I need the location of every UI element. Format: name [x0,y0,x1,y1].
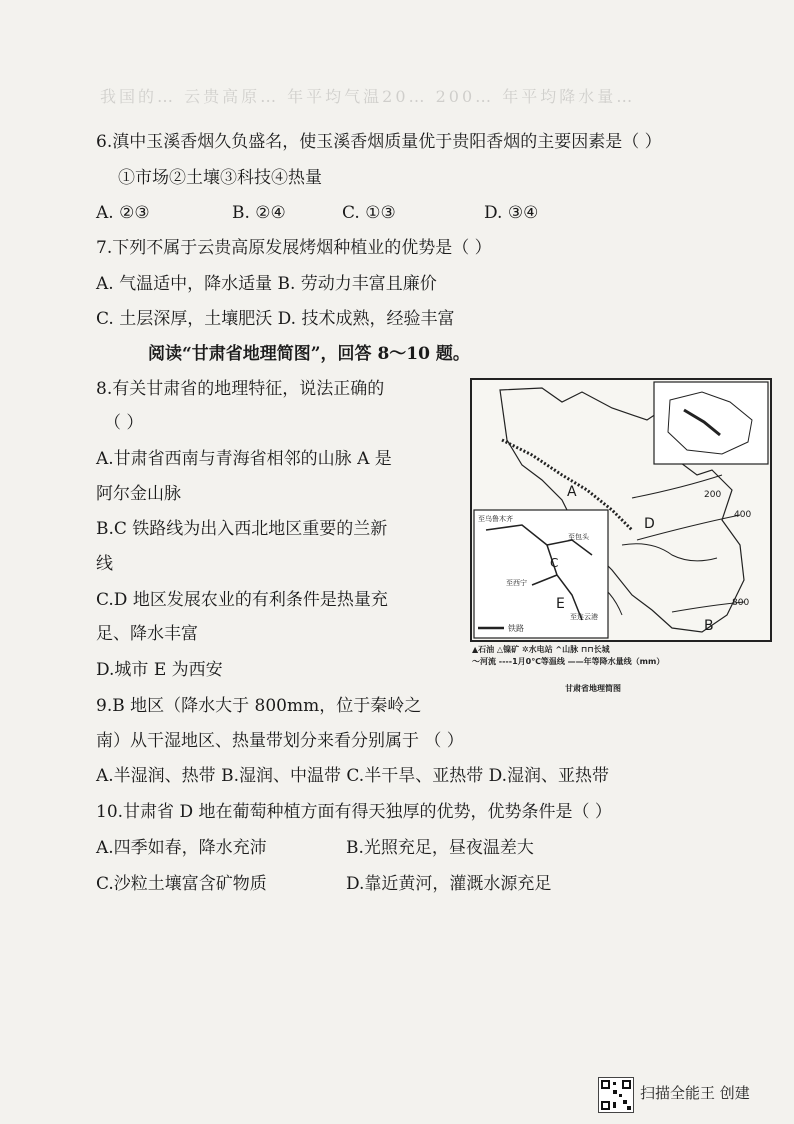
gansu-map-graphic [472,380,770,640]
q6-factors: ①市场②土壤③科技④热量 [118,168,322,188]
map-legend [472,644,772,668]
q8-stem-line2: （ ） [104,413,144,433]
q7-options-row2: C. 土层深厚，土壤肥沃 D. 技术成熟，经验丰富 [96,309,455,329]
map-isohyet-800: 800 [732,598,750,608]
q7-stem: 7.下列不属于云贵高原发展烤烟种植业的优势是（ ） [96,238,492,258]
map-isohyet-400: 400 [734,510,752,520]
bleed-through-text: 我国的… 云贵高原… 年平均气温20… 200… 年平均降水量… [100,87,636,106]
q8-option-a-line1: A.甘肃省西南与青海省相邻的山脉 A 是 [96,449,392,469]
q6-option-c: C. ①③ [342,203,396,223]
map-caption: 甘肃省地理简图 [565,684,621,693]
q8-option-d: D.城市 E 为西安 [96,660,223,680]
qr-code-icon [598,1077,634,1113]
scanner-watermark: 扫描全能王 创建 [640,1084,750,1102]
map-inset-rail-legend: 铁路 [508,624,524,633]
q10-option-c: C.沙粒土壤富含矿物质 [96,874,267,894]
q10-option-a: A.四季如春，降水充沛 [96,838,267,858]
gansu-map [470,378,772,642]
map-legend-line1: ▲石油 △镍矿 ✲水电站 ^山脉 ⊓⊓长城 [472,645,610,654]
map-label-c: C [550,556,559,570]
q10-option-d: D.靠近黄河，灌溉水源充足 [346,874,552,894]
q9-stem-line1: 9.B 地区（降水大于 800mm，位于秦岭之 [96,696,422,716]
map-label-a: A [567,484,577,500]
map-label-b: B [704,618,714,634]
q8-option-b-line2: 线 [96,554,113,574]
reading-instruction: 阅读“甘肃省地理简图”，回答 8～10 题。 [148,344,470,364]
q7-options-row1: A. 气温适中，降水适量 B. 劳动力丰富且廉价 [96,274,437,294]
q6-stem: 6.滇中玉溪香烟久负盛名，使玉溪香烟质量优于贵阳香烟的主要因素是（ ） [96,132,662,152]
map-isohyet-200: 200 [704,490,722,500]
q8-option-a-line2: 阿尔金山脉 [96,484,181,504]
map-label-d: D [644,516,655,532]
q10-option-b: B.光照充足，昼夜温差大 [346,838,534,858]
q6-option-d: D. ③④ [484,203,539,223]
map-inset-lianyungang: 至连云港 [570,613,598,621]
q8-option-c-line2: 足、降水丰富 [96,624,198,644]
q9-stem-line2: 南）从干湿地区、热量带划分来看分别属于 （ ） [96,731,464,751]
q8-stem-line1: 8.有关甘肃省的地理特征，说法正确的 [96,379,385,399]
map-label-e: E [556,596,565,612]
q9-options: A.半湿润、热带 B.湿润、中温带 C.半干旱、亚热带 D.湿润、亚热带 [96,766,610,786]
q10-stem: 10.甘肃省 D 地在葡萄种植方面有得天独厚的优势，优势条件是（ ） [96,802,612,822]
map-legend-line2: ～河流 ----1月0℃等温线 ——年等降水量线（mm） [472,657,665,666]
map-inset-urumqi: 至乌鲁木齐 [478,515,513,523]
map-inset-baotou: 至包头 [568,533,589,541]
q6-option-a: A. ②③ [96,203,150,223]
q8-option-b-line1: B.C 铁路线为出入西北地区重要的兰新 [96,519,388,539]
q8-option-c-line1: C.D 地区发展农业的有利条件是热量充 [96,590,388,610]
map-inset-xining: 至西宁 [506,579,527,587]
q6-option-b: B. ②④ [232,203,286,223]
